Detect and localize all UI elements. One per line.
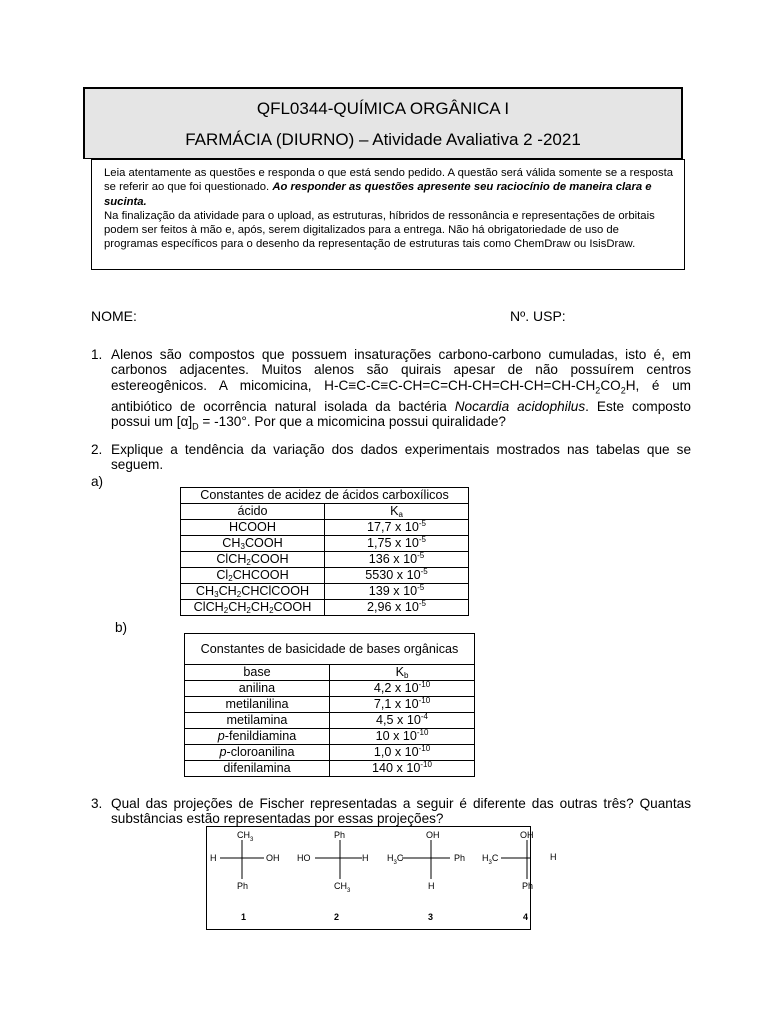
basicity-table (184, 633, 475, 777)
question-2 (91, 442, 691, 473)
label-b: b) (115, 620, 128, 635)
question-3-text: Qual das projeções de Fischer representadas a seguir é diferente das outras três? Quantas substâncias estão representadas por essas projeções? (111, 796, 691, 827)
projection-4-right: H (550, 852, 557, 862)
question-2-text: Explique a tendência da variação dos dados experimentais mostrados nas tabelas que se seguem. (111, 442, 691, 473)
question-3 (91, 796, 691, 827)
table-row: $CH_3CH_2CHClCOOH$ 139 x $10^{-5}$ (181, 584, 469, 600)
table-row: $ClCH_2CH_2CH_2COOH$ 2,96 x $10^{-5}$ (181, 600, 469, 616)
label-a: a) (91, 474, 104, 489)
instructions-box (91, 159, 685, 270)
table-row: metilanilina 7,1 x $10^{-10}$ (185, 697, 475, 713)
table-row: p-cloroanilina 1,0 x $10^{-10}$ (185, 745, 475, 761)
activity-title: FARMÁCIA (DIURNO) – Atividade Avaliativa 2 -2021 (185, 130, 581, 149)
question-1: 1. Alenos são compostos que possuem insaturações carbono-carbono cumuladas, isto é, em carbonos adjacentes. Muitos alenos são quirais apesar de não possuírem centros estereogênicos. A micomicina, $H-C\equiv C-C\equiv C-CH=C=CH-CH=CH-CH=CH-CH_2CO_2H$, é um antibiótico de ocorrência natural isolada da bactéria Nocardia acidophilus. Este composto possui um $[\alpha]_D = -130^\circ$. Por que a micomicina possui quiralidade? (91, 347, 692, 432)
table-row: $CH_3COOH$ 1,75 x $10^{-5}$ (181, 536, 469, 552)
table-title: Constantes de acidez de ácidos carboxílicos (181, 488, 469, 504)
table-header: ácido (181, 504, 325, 520)
projection-label: 2 (334, 912, 340, 922)
table-title: Constantes de basicidade de bases orgânicas (185, 634, 475, 665)
name-field-label: NOME: (91, 308, 137, 324)
projection-label: 4 (523, 912, 529, 922)
projection-label: 3 (428, 912, 434, 922)
course-title: QFL0344-QUÍMICA ORGÂNICA I (256, 99, 510, 118)
header-box (83, 87, 683, 159)
usp-field-label: Nº. USP: (510, 308, 566, 324)
question-number: 3. (91, 796, 103, 811)
instructions-emphasis: Ao responder as questões apresente seu raciocínio de maneira clara e sucinta. (104, 181, 652, 208)
question-number: 2. (91, 442, 103, 457)
instructions-upload: Na finalização da atividade para o upload, as estruturas, híbridos de ressonância e representações de orbitais podem ser feitos à mão e, após, serem digitalizados para a entrega. Não há obrigatoriedade de uso de programas específicos para o desenho da representação de estruturas tais como ChemDraw ou IsisDraw. (104, 209, 655, 251)
table-header: base (185, 665, 330, 681)
table-row: difenilamina 140 x $10^{-10}$ (185, 761, 475, 777)
instructions-text: Leia atentamente as questões e responda o que está sendo pedido. A questão será válida somente se a resposta se referir ao que foi questionado. (104, 167, 674, 194)
table-row: metilamina 4,5 x $10^{-4}$ (185, 713, 475, 729)
table-row: p-fenildiamina 10 x $10^{-10}$ (185, 729, 475, 745)
question-number: 1. (91, 347, 103, 362)
table-row: anilina 4,2 x $10^{-10}$ (185, 681, 475, 697)
table-row: $Cl_2CHCOOH$ 5530 x $10^{-5}$ (181, 568, 469, 584)
projection-label: 1 (241, 912, 247, 922)
table-header: $K_b$ (330, 665, 475, 681)
acidity-table (180, 487, 469, 616)
table-header: $K_a$ (325, 504, 469, 520)
fischer-projections-box: $CH_3$ H OH Ph 1 Ph HO H $CH_3$ 2 OH $H_3C$ Ph H 3 OH $H_3C$ Ph 4 (206, 826, 531, 930)
fischer-cross-lines (207, 827, 530, 929)
table-row: ClCH$_2$COOH 136 x $10^{-5}$ (181, 552, 469, 568)
table-row: HCOOH 17,7 x $10^{-5}$ (181, 520, 469, 536)
